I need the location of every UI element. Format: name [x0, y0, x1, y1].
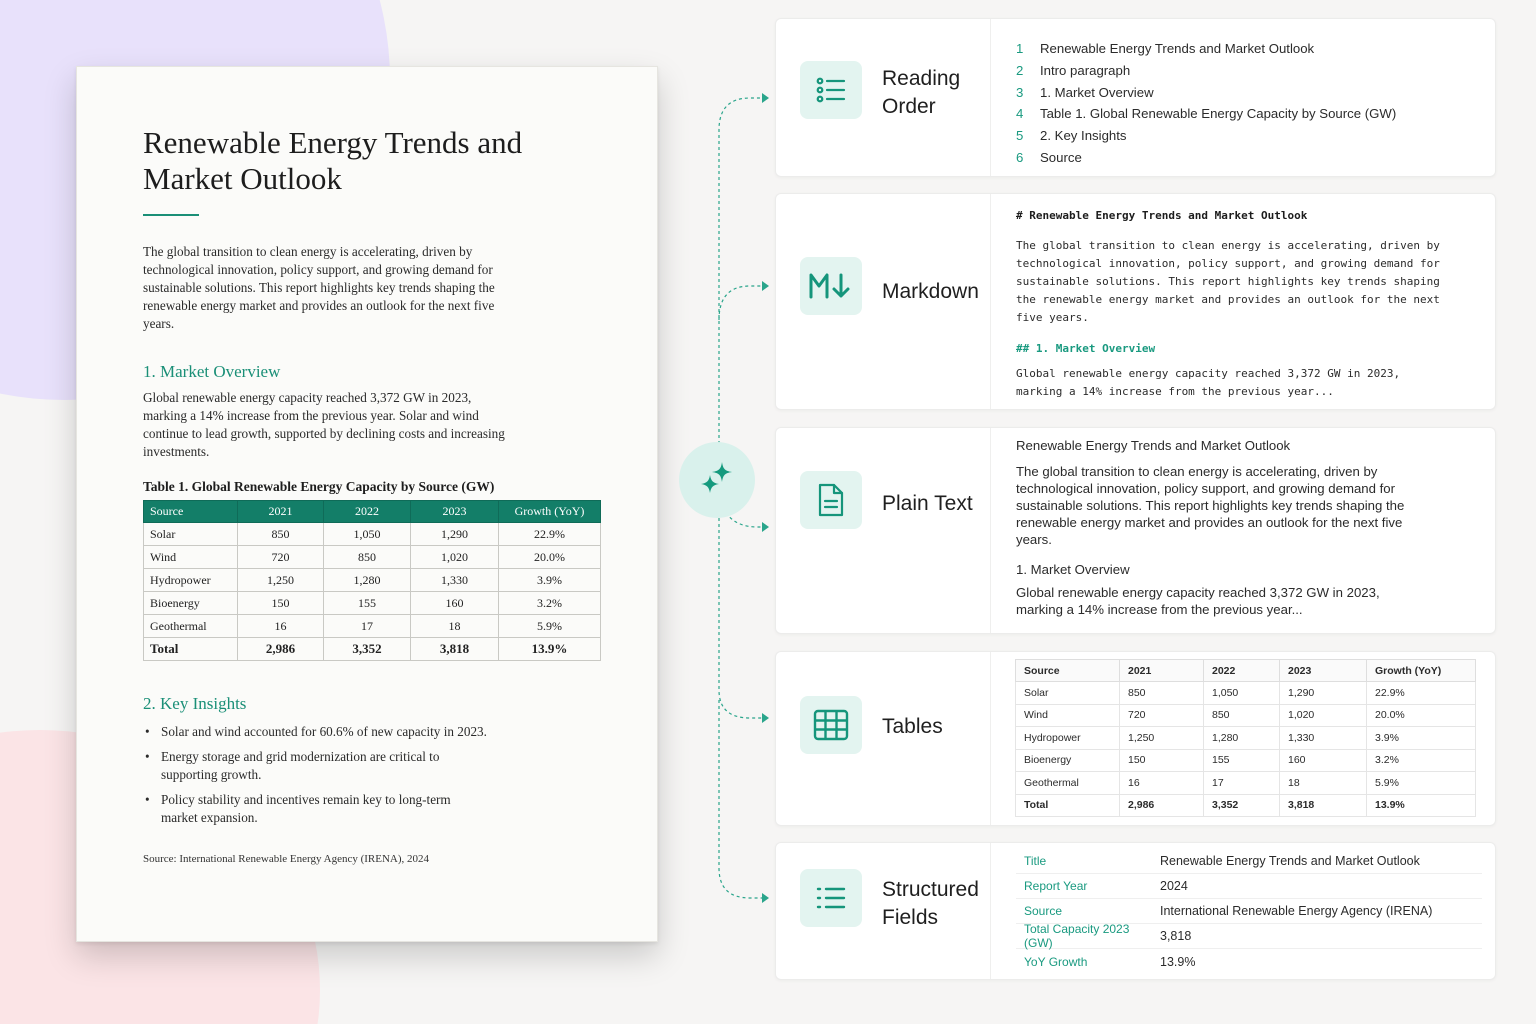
document-source: Source: International Renewable Energy Agency (IRENA), 2024 [143, 853, 430, 865]
table-cell: 850 [1120, 682, 1204, 705]
table-cell: 3,352 [1204, 794, 1280, 817]
markdown-label: Markdown [882, 280, 979, 303]
table-cell: 720 [238, 546, 324, 569]
table-cell: 1,280 [1204, 727, 1280, 750]
table-header-cell: Growth (YoY) [1367, 660, 1476, 682]
markdown-icon [800, 257, 862, 315]
markdown-card[interactable] [775, 193, 1496, 410]
table-header-cell: Source [1016, 660, 1120, 682]
table-cell: Wind [1016, 704, 1120, 727]
table-cell: 3.9% [1367, 727, 1476, 750]
list-item [1016, 103, 1396, 125]
field-row [1016, 924, 1482, 949]
structured-fields-card[interactable] [775, 842, 1496, 980]
table-cell: 720 [1120, 704, 1204, 727]
markdown-p2: Global renewable energy capacity reached 3,372 GW in 2023, marking a 14% increase from the previous year... [1016, 367, 1401, 398]
table-cell: 5.9% [1367, 772, 1476, 795]
table-cell: 1,050 [1204, 682, 1280, 705]
table-cell: 150 [238, 592, 324, 615]
list-item [1016, 81, 1396, 103]
insights-list [143, 723, 523, 834]
table-cell: 17 [1204, 772, 1280, 795]
section2-heading: 2. Key Insights [143, 694, 247, 713]
table-cell: Geothermal [144, 615, 238, 638]
item-number: 3 [1016, 84, 1024, 100]
markdown-preview [1016, 207, 1456, 401]
item-number: 5 [1016, 128, 1024, 144]
table-cell: 850 [238, 523, 324, 546]
table-cell: 1,330 [411, 569, 499, 592]
item-number: 6 [1016, 149, 1024, 165]
table-cell: 155 [1204, 749, 1280, 772]
table-row [144, 569, 601, 592]
card-divider [990, 843, 991, 979]
item-text: Table 1. Global Renewable Energy Capacity by Source (GW) [1040, 106, 1397, 122]
table-cell: 1,330 [1280, 727, 1367, 750]
table-caption: Table 1. Global Renewable Energy Capacity by Source (GW) [143, 479, 495, 494]
table-cell: 1,250 [238, 569, 324, 592]
table-cell: 3.2% [1367, 749, 1476, 772]
table-cell: Solar [1016, 682, 1120, 705]
table-cell: 850 [1204, 704, 1280, 727]
table-header-cell: 2023 [411, 501, 499, 523]
table-cell: 1,050 [324, 523, 411, 546]
table-cell: 5.9% [499, 615, 601, 638]
item-text: 2. Key Insights [1040, 128, 1127, 144]
list-item: • Policy stability and incentives remain key to long-term market expansion. [143, 791, 473, 827]
table-cell: Total [144, 638, 238, 661]
list-item [1016, 125, 1396, 147]
list-item: • Solar and wind accounted for 60.6% of new capacity in 2023. [143, 723, 523, 741]
table-cell: 1,290 [1280, 682, 1367, 705]
table-cell: 13.9% [499, 638, 601, 661]
plain-text-label: Plain Text [882, 492, 973, 515]
structured-fields-list [1016, 849, 1482, 974]
card-divider [990, 652, 991, 825]
table-cell: 22.9% [499, 523, 601, 546]
table-total-row [144, 638, 601, 661]
section1-body: Global renewable energy capacity reached 3,372 GW in 2023, marking a 14% increase from the previous year. Solar and wind continue to lead growth, supported by declining costs and increasing investments. [143, 390, 505, 459]
field-value: 13.9% [1160, 954, 1196, 969]
table-row [1016, 772, 1476, 795]
table-cell: Wind [144, 546, 238, 569]
table-cell: 3,818 [1280, 794, 1367, 817]
table-row [1016, 682, 1476, 705]
reading-order-label: Reading Order [882, 67, 961, 118]
extracted-table [1015, 659, 1476, 817]
table-header-cell: Growth (YoY) [499, 501, 601, 523]
table-row [1016, 749, 1476, 772]
field-value: International Renewable Energy Agency (IRENA) [1160, 904, 1433, 918]
plain-text-card[interactable] [775, 427, 1496, 634]
list-icon [800, 61, 862, 119]
field-row [1016, 874, 1482, 899]
table-cell: 1,290 [411, 523, 499, 546]
plain-text-p2: Global renewable energy capacity reached 3,372 GW in 2023, marking a 14% increase from the previous year... [1016, 585, 1380, 617]
table-cell: 1,250 [1120, 727, 1204, 750]
title-divider [143, 214, 199, 216]
document-icon [800, 471, 862, 529]
table-row [144, 615, 601, 638]
table-cell: Solar [144, 523, 238, 546]
list-item [1016, 38, 1396, 60]
table-row [144, 592, 601, 615]
table-cell: Bioenergy [144, 592, 238, 615]
item-number: 2 [1016, 63, 1024, 79]
source-document [76, 66, 658, 942]
document-table [143, 500, 601, 661]
markdown-h2: ## 1. Market Overview [1016, 342, 1156, 355]
list-item [1016, 60, 1396, 82]
item-text: Source [1040, 149, 1082, 165]
list-item [1016, 146, 1396, 168]
tables-label: Tables [882, 715, 943, 738]
plain-text-h1: 1. Market Overview [1016, 562, 1130, 577]
table-cell: 18 [411, 615, 499, 638]
field-key: Report Year [1024, 879, 1088, 893]
plain-text-title: Renewable Energy Trends and Market Outlook [1016, 438, 1291, 453]
markdown-h1: # Renewable Energy Trends and Market Outlook [1016, 209, 1308, 222]
table-cell: 16 [1120, 772, 1204, 795]
list-item: • Energy storage and grid modernization are critical to supporting growth. [143, 748, 453, 784]
table-cell: 18 [1280, 772, 1367, 795]
field-key: Title [1024, 854, 1047, 868]
table-row [144, 546, 601, 569]
card-divider [990, 19, 991, 176]
table-cell: 20.0% [1367, 704, 1476, 727]
field-key: Source [1024, 904, 1063, 918]
field-value: 2024 [1160, 879, 1188, 893]
table-cell: 1,020 [1280, 704, 1367, 727]
field-row [1016, 949, 1482, 974]
table-header-row [144, 501, 601, 523]
table-cell: 155 [324, 592, 411, 615]
field-value: Renewable Energy Trends and Market Outlook [1160, 854, 1420, 868]
table-cell: 3,352 [324, 638, 411, 661]
field-row [1016, 849, 1482, 874]
table-header-cell: Source [144, 501, 238, 523]
field-key: YoY Growth [1024, 954, 1088, 969]
item-text: 1. Market Overview [1040, 84, 1154, 100]
table-cell: 16 [238, 615, 324, 638]
table-cell: 17 [324, 615, 411, 638]
table-cell: 3.9% [499, 569, 601, 592]
sparkle-hub [679, 442, 755, 518]
card-divider [990, 194, 991, 409]
field-value: 3,818 [1160, 929, 1192, 943]
item-number: 1 [1016, 41, 1024, 57]
card-divider [990, 428, 991, 633]
table-cell: 2,986 [1120, 794, 1204, 817]
list-icon [800, 869, 862, 927]
table-row [1016, 704, 1476, 727]
table-cell: 22.9% [1367, 682, 1476, 705]
table-cell: Total [1016, 794, 1120, 817]
field-key: Total Capacity 2023 (GW) [1024, 922, 1130, 950]
field-row [1016, 899, 1482, 924]
table-cell: 150 [1120, 749, 1204, 772]
table-header-row [1016, 660, 1476, 682]
table-cell: 13.9% [1367, 794, 1476, 817]
markdown-p1: The global transition to clean energy is accelerating, driven by technological innovation, policy support, and growing demand for sustainable solutions. This report highlights key trends shaping the renewable energy market and provides an outlook for the next five years. [1016, 239, 1440, 324]
table-header-cell: 2023 [1280, 660, 1367, 682]
plain-text-preview [1016, 437, 1436, 618]
table-cell: Hydropower [1016, 727, 1120, 750]
table-cell: 1,280 [324, 569, 411, 592]
table-cell: 2,986 [238, 638, 324, 661]
table-row [144, 523, 601, 546]
section1-heading: 1. Market Overview [143, 362, 281, 381]
reading-order-list [1016, 38, 1396, 168]
table-cell: Geothermal [1016, 772, 1120, 795]
table-header-cell: 2022 [324, 501, 411, 523]
reading-order-card[interactable] [775, 18, 1496, 177]
table-cell: 160 [1280, 749, 1367, 772]
table-cell: 160 [411, 592, 499, 615]
table-cell: Bioenergy [1016, 749, 1120, 772]
table-cell: 850 [324, 546, 411, 569]
document-title: Renewable Energy Trends and Market Outlook [143, 125, 523, 196]
item-number: 4 [1016, 106, 1024, 122]
table-header-cell: 2021 [238, 501, 324, 523]
tables-card[interactable] [775, 651, 1496, 826]
plain-text-p1: The global transition to clean energy is accelerating, driven by technological innovation, policy support, and growing demand for sustainable solutions. This report highlights key trends shaping the renewable energy market and provides an outlook for the next five years. [1016, 464, 1405, 547]
table-cell: 3,818 [411, 638, 499, 661]
table-total-row [1016, 794, 1476, 817]
table-header-cell: 2022 [1204, 660, 1280, 682]
item-text: Intro paragraph [1040, 63, 1131, 79]
table-icon [800, 696, 862, 754]
table-row [1016, 727, 1476, 750]
document-intro: The global transition to clean energy is accelerating, driven by technological innovation, policy support, and growing demand for sustainable solutions. This report highlights key trends shaping the renewable energy market and provides an outlook for the next five years. [143, 244, 495, 331]
table-cell: 20.0% [499, 546, 601, 569]
table-cell: 1,020 [411, 546, 499, 569]
item-text: Renewable Energy Trends and Market Outlook [1040, 41, 1315, 57]
sparkle-icon [697, 458, 737, 503]
table-cell: Hydropower [144, 569, 238, 592]
structured-fields-label: Structured Fields [882, 878, 979, 929]
table-header-cell: 2021 [1120, 660, 1204, 682]
table-cell: 3.2% [499, 592, 601, 615]
